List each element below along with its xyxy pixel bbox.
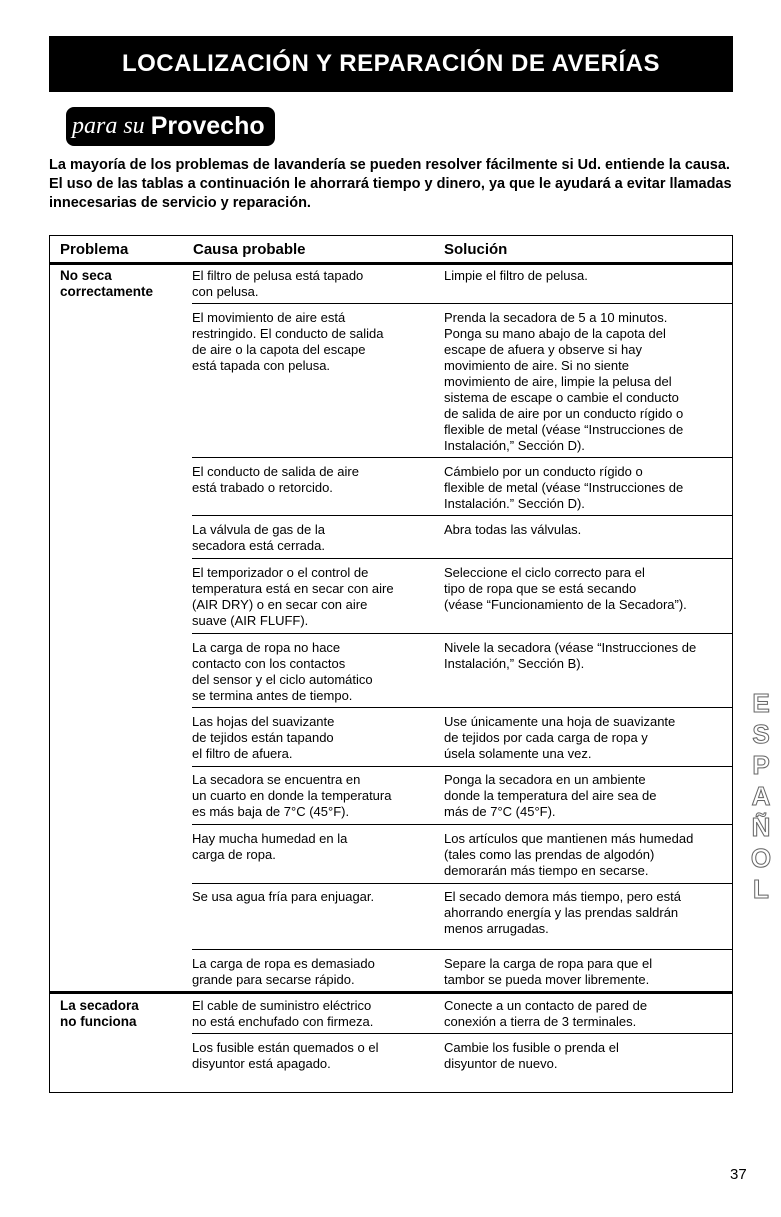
column-header-problem: Problema (60, 241, 129, 258)
solution-cell: Prenda la secadora de 5 a 10 minutos. Ponga su mano abajo de la capota del escape de afuera y observe si hay movimiento de aire. Si no siente movimiento de aire, limpie la pelusa del sistema de escape o cambie el conducto de salida de aire por un conducto rígido o flexible de metal (véase “Instrucciones de Instalación,” Sección D). (444, 310, 684, 453)
para-su-provecho-badge (66, 107, 275, 146)
page-number: 37 (730, 1166, 747, 1183)
solution-cell: Abra todas las válvulas. (444, 522, 582, 537)
row-divider (192, 558, 733, 559)
problem-no-funciona: La secadora no funciona (60, 998, 139, 1029)
column-header-solution: Solución (444, 241, 508, 258)
solution-cell: Separe la carga de ropa para que el tambor se pueda mover libremente. (444, 956, 653, 987)
cause-cell: La carga de ropa es demasiado grande para secarse rápido. (192, 956, 375, 987)
cause-cell: Hay mucha humedad en la carga de ropa. (192, 831, 348, 862)
cause-cell: La secadora se encuentra en un cuarto en donde la temperatura es más baja de 7°C (45°F). (192, 772, 392, 819)
cause-cell: El filtro de pelusa está tapado con pelusa. (192, 268, 364, 299)
solution-cell: Seleccione el ciclo correcto para el tipo de ropa que se está secando (véase “Funcionamiento de la Secadora”). (444, 565, 687, 612)
header-rule (49, 262, 733, 265)
row-divider (192, 707, 733, 708)
side-tab-letter: P (752, 750, 770, 780)
row-divider (192, 824, 733, 825)
solution-cell: Conecte a un contacto de pared de conexión a tierra de 3 terminales. (444, 998, 648, 1029)
cause-cell: El cable de suministro eléctrico no está enchufado con firmeza. (192, 998, 374, 1029)
row-divider (192, 633, 733, 634)
language-side-tab (750, 688, 772, 904)
cause-cell: El conducto de salida de aire está trabado o retorcido. (192, 464, 359, 495)
cause-cell: La válvula de gas de la secadora está cerrada. (192, 522, 325, 553)
solution-cell: El secado demora más tiempo, pero está ahorrando energía y las prendas saldrán menos arrugadas. (444, 889, 682, 936)
cause-cell: La carga de ropa no hace contacto con los contactos del sensor y el ciclo automático se termina antes de tiempo. (192, 640, 373, 703)
side-tab-letter: E (752, 688, 770, 718)
problem-no-seca: No seca correctamente (60, 268, 154, 299)
solution-cell: Ponga la secadora en un ambiente donde la temperatura del aire sea de más de 7°C (45°F). (444, 772, 657, 819)
row-divider (192, 303, 733, 304)
cause-cell: Las hojas del suavizante de tejidos están tapando el filtro de afuera. (192, 714, 335, 761)
row-divider (192, 949, 733, 950)
solution-cell: Limpie el filtro de pelusa. (444, 268, 588, 283)
section-title: LOCALIZACIÓN Y REPARACIÓN DE AVERÍAS (49, 36, 733, 92)
cause-cell: El temporizador o el control de temperatura está en secar con aire (AIR DRY) o en secar con aire suave (AIR FLUFF). (192, 565, 394, 628)
group-divider (49, 991, 733, 994)
badge-italic-text: para su (72, 113, 145, 139)
row-divider (192, 515, 733, 516)
side-tab-letter: O (750, 843, 772, 873)
solution-cell: Nivele la secadora (véase “Instrucciones de Instalación,” Sección B). (444, 640, 697, 671)
solution-cell: Use únicamente una hoja de suavizante de tejidos por cada carga de ropa y úsela solamente una vez. (444, 714, 676, 761)
cause-cell: Se usa agua fría para enjuagar. (192, 889, 375, 904)
cause-cell: Los fusible están quemados o el disyuntor está apagado. (192, 1040, 379, 1071)
cause-cell: El movimiento de aire está restringido. El conducto de salida de aire o la capota del escape está tapada con pelusa. (192, 310, 384, 373)
solution-cell: Cambie los fusible o prenda el disyuntor de nuevo. (444, 1040, 619, 1071)
side-tab-letter: S (752, 719, 770, 749)
row-divider (192, 883, 733, 884)
column-header-cause: Causa probable (193, 241, 306, 258)
side-tab-letter: Ñ (751, 812, 771, 842)
row-divider (192, 766, 733, 767)
row-divider (192, 457, 733, 458)
side-tab-letter: L (753, 874, 769, 904)
row-divider (192, 1033, 733, 1034)
side-tab-letter: A (751, 781, 771, 811)
solution-cell: Los artículos que mantienen más humedad (tales como las prendas de algodón) demorarán más tiempo en secarse. (444, 831, 694, 878)
intro-paragraph: La mayoría de los problemas de lavandería se pueden resolver fácilmente si Ud. entiende la causa. El uso de las tablas a continuación le ahorrará tiempo y dinero, ya que le ayudará a evitar llamadas innecesarias de servicio y reparación. (49, 157, 732, 211)
badge-bold-text: Provecho (150, 112, 265, 140)
solution-cell: Cámbielo por un conducto rígido o flexible de metal (véase “Instrucciones de Instalación.” Sección D). (444, 464, 684, 511)
